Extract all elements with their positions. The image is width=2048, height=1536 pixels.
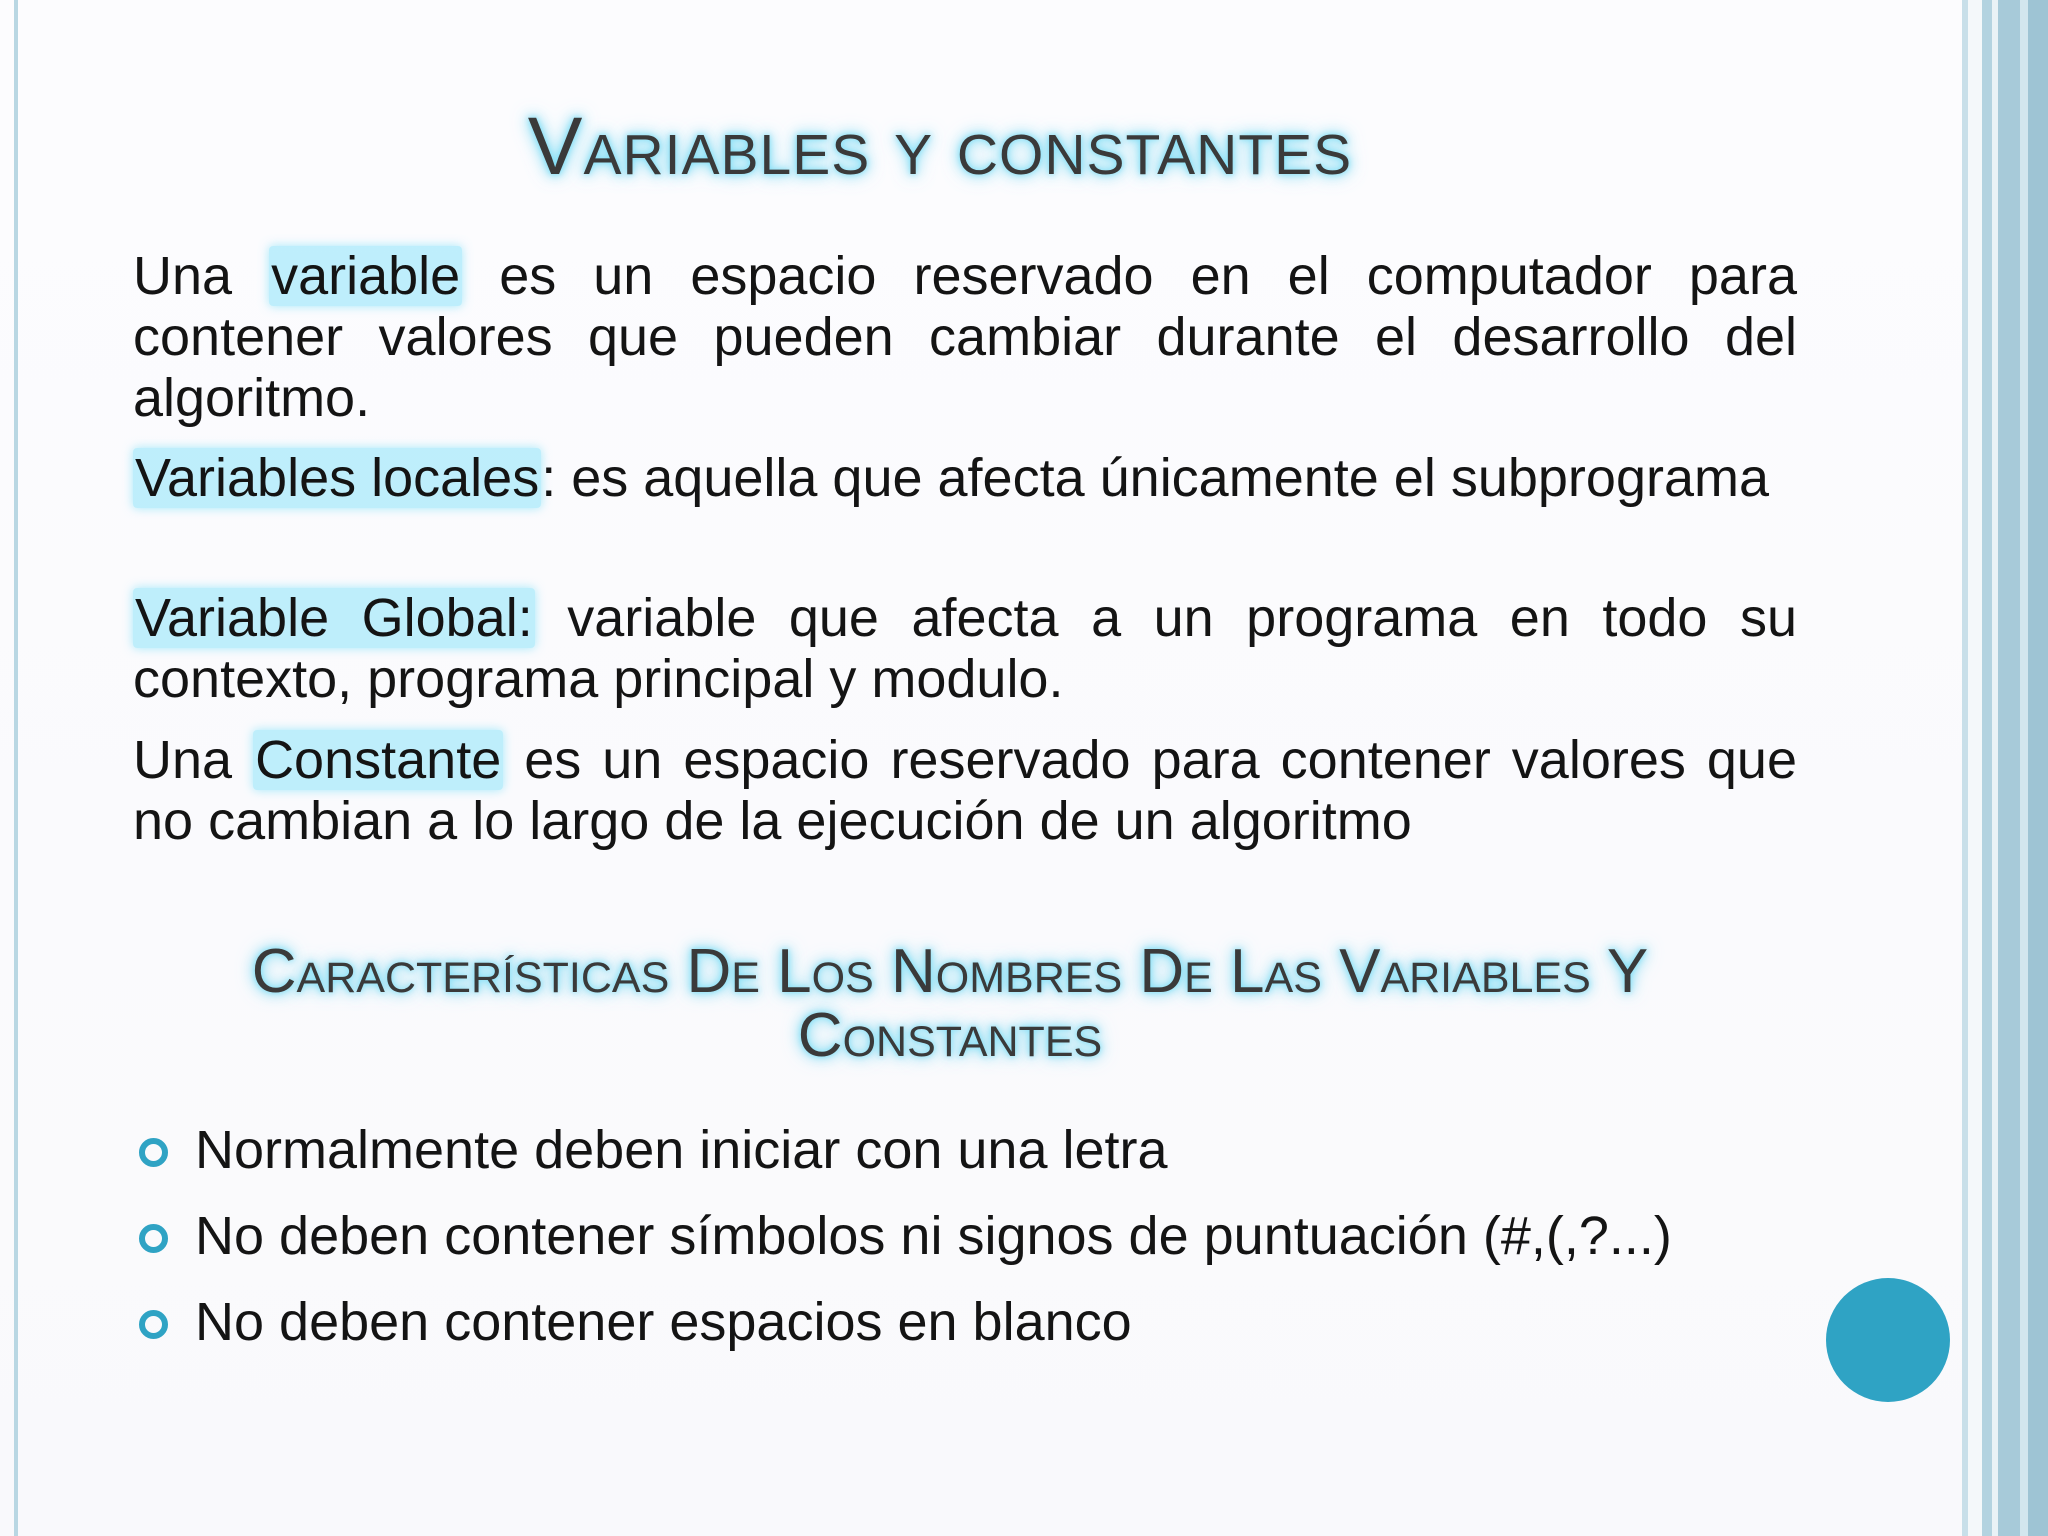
- stripe: [1998, 0, 2020, 1536]
- right-decorative-stripes: [1962, 0, 2048, 1536]
- list-item: [133, 1200, 1793, 1286]
- bullet-text: Normalmente deben iniciar con una letra: [195, 1120, 1168, 1180]
- highlighted-term: Variables locales: [135, 448, 540, 508]
- paragraph-text: Una: [133, 730, 254, 790]
- highlighted-term: Constante: [255, 730, 502, 790]
- paragraph-variable: [133, 246, 1797, 429]
- highlighted-term: variable: [271, 246, 461, 306]
- list-item: [133, 1114, 1793, 1200]
- subtitle-line: Características De Los Nombres De Las Variables Y: [251, 937, 1649, 1006]
- stripe: [2020, 0, 2028, 1536]
- left-border-line: [14, 0, 18, 1536]
- bullet-list: [133, 1114, 1793, 1372]
- list-item: [133, 1286, 1793, 1372]
- paragraph-constante: [133, 730, 1797, 852]
- decorative-circle: [1826, 1278, 1950, 1402]
- paragraph-text: variable que afecta a un programa en todo su contexto, programa principal y modulo.: [133, 588, 1798, 709]
- stripe: [1968, 0, 1982, 1536]
- subtitle-line: Constantes: [797, 1001, 1103, 1070]
- ring-bullet-icon: [139, 1310, 168, 1339]
- paragraph-variable-global: [133, 588, 1797, 710]
- section-subtitle: [120, 937, 1780, 1070]
- paragraph-text: : es aquella que afecta únicamente el subprograma: [541, 448, 1770, 508]
- stripe: [1982, 0, 1992, 1536]
- ring-bullet-icon: [139, 1138, 168, 1167]
- paragraph-variables-locales: [133, 448, 1797, 509]
- bullet-text: No deben contener símbolos ni signos de puntuación (#,(,?...): [195, 1206, 1672, 1266]
- paragraph-text: es un espacio reservado para contener valores que no cambian a lo largo de la ejecución de un algoritmo: [133, 730, 1797, 851]
- ring-bullet-icon: [139, 1224, 168, 1253]
- highlighted-term: Variable Global:: [135, 588, 533, 648]
- paragraph-text: es un espacio reservado en el computador para contener valores que pueden cambiar durante el desarrollo del algoritmo.: [133, 246, 1797, 428]
- paragraph-text: Una: [133, 246, 270, 306]
- slide-title: Variables y constantes: [527, 101, 1353, 192]
- bullet-text: No deben contener espacios en blanco: [195, 1292, 1132, 1352]
- stripe: [2028, 0, 2048, 1536]
